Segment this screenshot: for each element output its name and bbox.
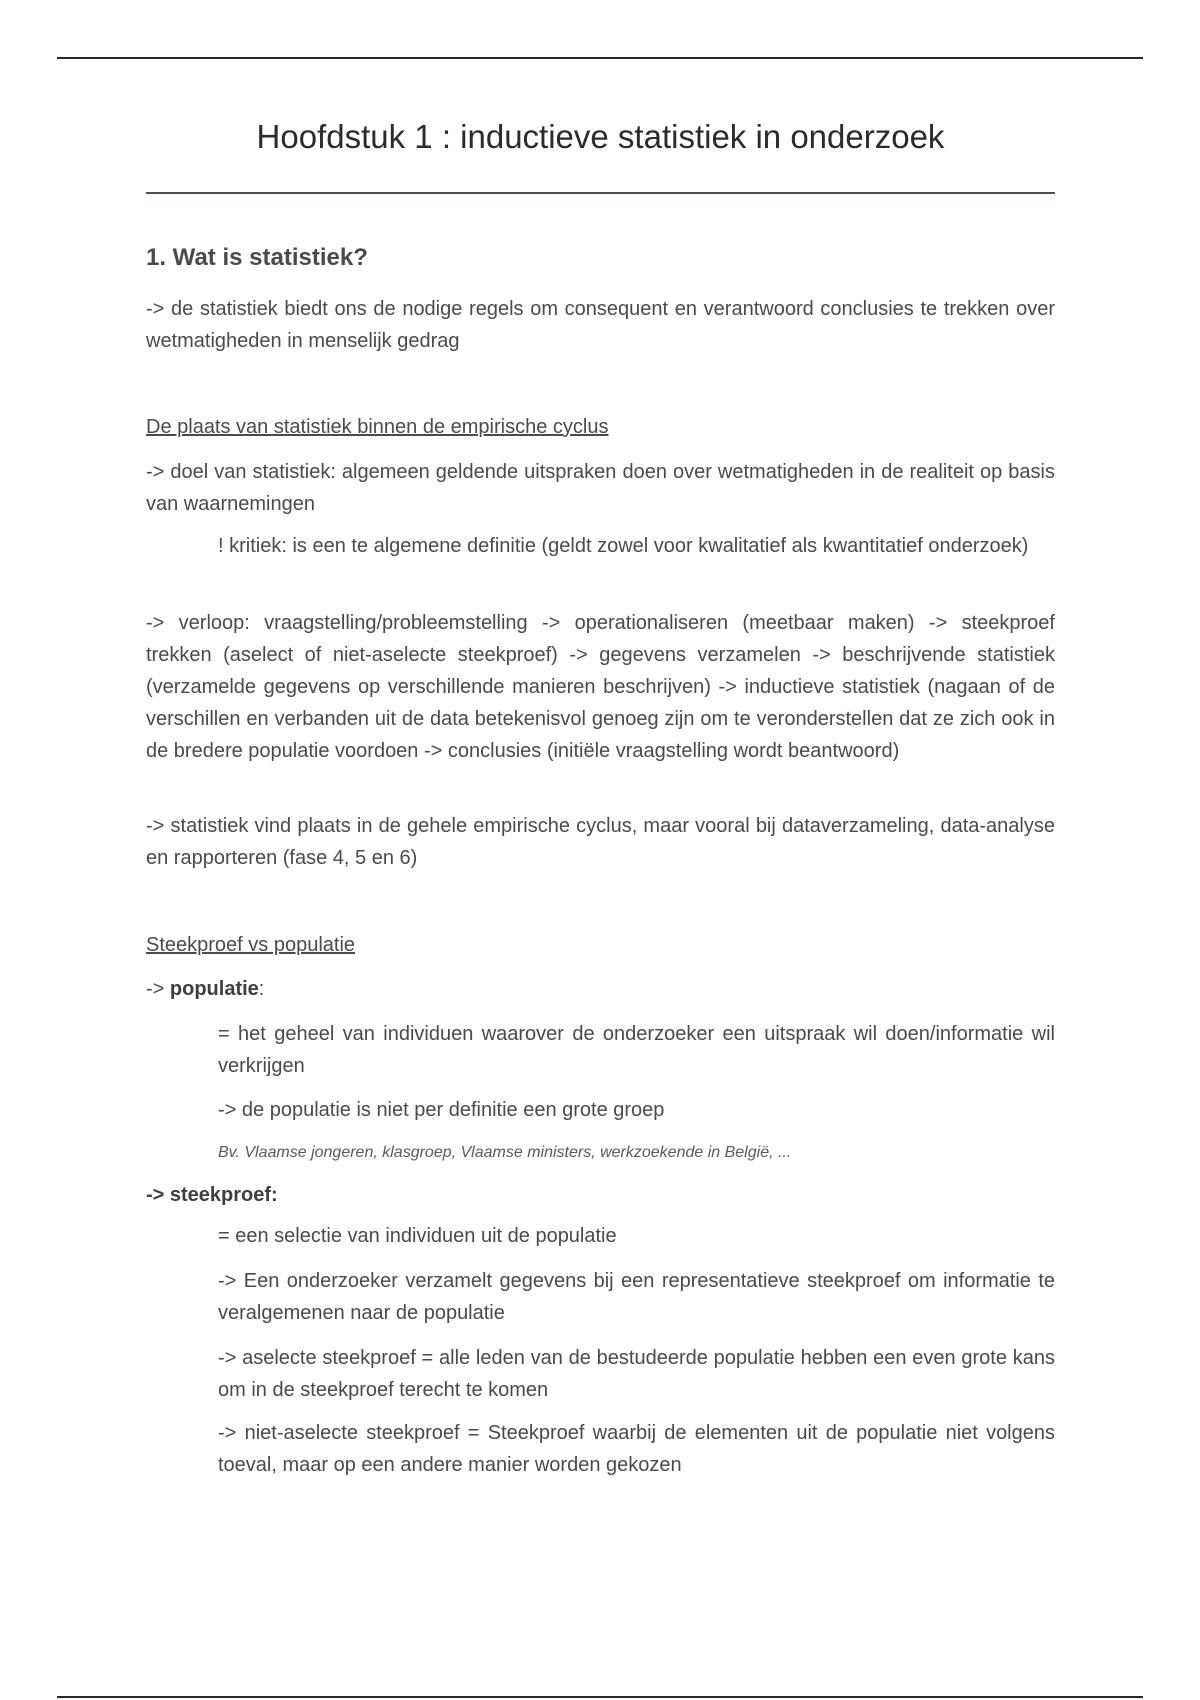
steekproef-note-aselect: -> aselecte steekproef = alle leden van de bestudeerde populatie hebben een even grote kans om in de steekproef terecht te komen <box>218 1347 1055 1401</box>
subheading-plaats-statistiek: De plaats van statistiek binnen de empirische cyclus <box>146 416 609 438</box>
populatie-definition: = het geheel van individuen waarover de onderzoeker een uitspraak wil doen/informatie wil verkrijgen <box>218 1023 1055 1077</box>
kritiek-paragraph: ! kritiek: is een te algemene definitie (geldt zowel voor kwalitatief als kwantitatief onderzoek) <box>218 535 1029 557</box>
arrow-prefix: -> <box>146 978 170 1000</box>
steekproef-note-representatief: -> Een onderzoeker verzamelt gegevens bij een representatieve steekproef om informatie te veralgemenen naar de populatie <box>218 1270 1055 1324</box>
intro-paragraph: -> de statistiek biedt ons de nodige regels om consequent en verantwoord conclusies te trekken over wetmatigheden in menselijk gedrag <box>146 298 1055 352</box>
steekproef-note-niet-aselect: -> niet-aselecte steekproef = Steekproef waarbij de elementen uit de populatie niet volgens toeval, maar op een andere manier worden gekozen <box>218 1422 1055 1476</box>
doel-paragraph: -> doel van statistiek: algemeen geldende uitspraken doen over wetmatigheden in de realiteit op basis van waarnemingen <box>146 461 1055 515</box>
populatie-label-line <box>146 973 1055 1005</box>
fase-paragraph: -> statistiek vind plaats in de gehele empirische cyclus, maar vooral bij dataverzameling, data-analyse en rapporteren (fase 4, 5 en 6) <box>146 815 1055 869</box>
section-heading-wat-is-statistiek: 1. Wat is statistiek? <box>146 244 368 271</box>
steekproef-label-line: -> steekproef: <box>146 1184 278 1206</box>
bottom-border-line <box>57 1696 1143 1698</box>
page-title: Hoofdstuk 1 : inductieve statistiek in onderzoek <box>256 118 945 155</box>
populatie-note: -> de populatie is niet per definitie een grote groep <box>218 1099 665 1121</box>
top-border-line <box>57 57 1143 59</box>
steekproef-definition: = een selectie van individuen uit de populatie <box>218 1225 617 1247</box>
verloop-paragraph: -> verloop: vraagstelling/probleemstelling -> operationaliseren (meetbaar maken) -> steekproef trekken (aselect of niet-aselecte steekproef) -> gegevens verzamelen -> beschrijvende statistiek (verzamelde gegevens op verschillende manieren beschrijven) -> inductieve statistiek (nagaan of de verschillen en verbanden uit de data betekenisvol genoeg zijn om te veronderstellen dat ze zich ook in de bredere populatie voordoen -> conclusies (initiële vraagstelling wordt beantwoord) <box>146 612 1055 762</box>
title-underline <box>146 192 1055 194</box>
populatie-example: Bv. Vlaamse jongeren, klasgroep, Vlaamse ministers, werkzoekende in België, ... <box>218 1144 792 1161</box>
populatie-term: populatie <box>169 978 259 1000</box>
subheading-steekproef-populatie: Steekproef vs populatie <box>146 934 356 956</box>
colon: : <box>258 978 265 1000</box>
